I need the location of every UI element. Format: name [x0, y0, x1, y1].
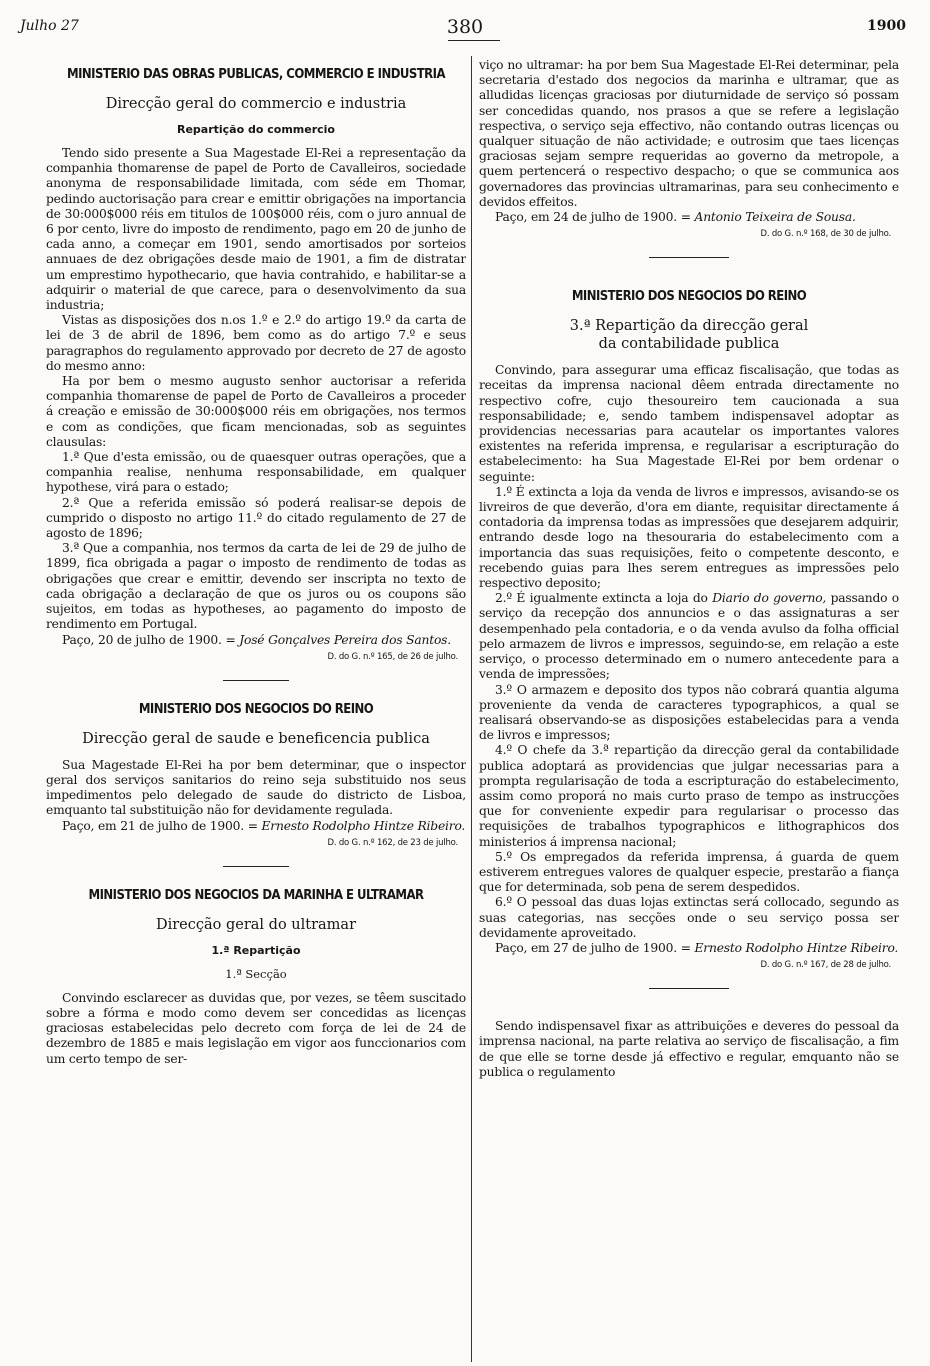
paragraph: Convindo esclarecer as duvidas que, por vezes, se têem suscitado sobre a fórma e modo como devem ser concedidas as licenças graciosas estabelecidas pelo decreto com força de lei de 24 de dezembro de 1885 e mais legislação em vigor aos funccionarios com um certo tempo de ser-: [46, 990, 466, 1066]
direction-heading-line1: 3.ª Repartição da direcção geral: [569, 318, 809, 335]
section-reino-contabilidade: [479, 288, 899, 989]
section-marinha-continuation: [479, 58, 899, 258]
clause: 5.º Os empregados da referida imprensa, á guarda de quem estiverem entregues valores de qualquer especie, prestarão a fiança que for determinada, sob pena de serem despedidos.: [479, 849, 899, 895]
paragraph: Sua Magestade El-Rei ha por bem determinar, que o inspector geral dos serviços sanitarios do reino seja substituido nos seus impedimentos pelo delegado de saude do districto de Lisboa, emquanto tal substituição não for devidamente regulada.: [46, 757, 466, 818]
paragraph: Convindo, para assegurar uma efficaz fiscalisação, que todas as receitas da imprensa nacional dêem entrada directamente no respectivo cofre, cujo thesoureiro tem caucionada a sua responsabilidade; e, sendo tambem indispensavel adoptar as providencias necessarias para acautelar os importantes valores existentes na referida imprensa, e regularisar a escripturação do estabelecimento: ha Sua Magestade El-Rei por bem ordenar o seguinte:: [479, 363, 899, 484]
section-reino-saude: [46, 701, 466, 867]
clause-text: 2.º É igualmente extincta a loja do: [495, 591, 708, 606]
direction-heading-line2: da contabilidade publica: [598, 336, 780, 353]
section-marinha-ultramar: [46, 887, 466, 1067]
paragraph: viço no ultramar: ha por bem Sua Magestade El-Rei determinar, pela secretaria d'estado dos negocios da marinha e ultramar, que as alludidas licenças graciosas por diuturnidade de serviço só possam ser concedidas quando, nos prasos a que se refere a legislação respectiva, o serviço seja effectivo, não contando outras licenças ou qualquer situação de não actividade; e outrosim que taes licenças graciosas sejam sempre requeridas ao governo da metropole, a quem pertencerá o respectivo despacho; o que se communica aos governadores das provincias ultramarinas, para seu conhecimento e devidos effeitos.: [479, 58, 899, 209]
section-heading: 1.ª Secção: [225, 966, 287, 981]
paragraph: Sendo indispensavel fixar as attribuições e deveres do pessoal da imprensa nacional, na parte relativa ao serviço de fiscalisação, a fim de que elle se torne desde já effectivo e regular, emquanto não se publica o regulamento: [479, 1019, 899, 1079]
clause: 1.ª Que d'esta emissão, ou de quaesquer outras operações, que a companhia realise, nenhuma responsabilidade, em qualquer hypothese, virá para o estado;: [46, 450, 466, 495]
ministry-heading: MINISTERIO DOS NEGOCIOS DO REINO: [571, 289, 807, 305]
source-reference: D. do G. n.º 165, de 26 de julho.: [327, 651, 458, 662]
section-separator: [649, 257, 729, 258]
direction-heading: Direcção geral de saude e beneficencia publica: [82, 730, 430, 747]
direction-heading: Direcção geral do ultramar: [155, 916, 356, 933]
left-column: [46, 58, 466, 1358]
section-separator: [223, 866, 289, 867]
section-imprensa-nacional: [479, 1019, 899, 1080]
paragraph: Vistas as disposições dos n.os 1.º e 2.º do artigo 19.º da carta de lei de 3 de abril de 1896, bem como as do artigo 7.º e seus paragraphos do regulamento approvado por decreto de 27 de agosto do mesmo anno:: [46, 313, 466, 373]
closing-date: Paço, em 21 de julho de 1900. =: [62, 818, 258, 833]
closing-date: Paço, 20 de julho de 1900. =: [62, 632, 236, 647]
page-number: 380: [446, 16, 484, 38]
ministry-heading: MINISTERIO DAS OBRAS PUBLICAS, COMMERCIO E INDUSTRIA: [67, 67, 445, 82]
closing-line: [479, 210, 899, 225]
ministry-heading: MINISTERIO DOS NEGOCIOS DA MARINHA E ULTRAMAR: [88, 887, 424, 903]
source-reference: D. do G. n.º 168, de 30 de julho.: [760, 229, 891, 240]
clause: 3.º O armazem e deposito dos typos não cobrará quantia alguma proveniente da venda de caracteres typographicos, a qual se realisará observando-se as disposições estabelecidas para a venda de livros e impressos;: [479, 682, 899, 743]
page-header: [0, 0, 930, 46]
header-year: 1900: [867, 18, 906, 34]
signature: Ernesto Rodolpho Hintze Ribeiro.: [261, 818, 466, 833]
closing-date: Paço, em 27 de julho de 1900. =: [495, 940, 691, 955]
column-divider: [471, 56, 472, 1362]
publication-title: Diario do governo,: [712, 591, 827, 606]
clause: 3.ª Que a companhia, nos termos da carta de lei de 29 de julho de 1899, fica obrigada a pagar o imposto de rendimento de todas as obrigações que crear e emittir, devendo ser inscripta no texto de cada obrigação a declaração de que os juros ou os coupons são sujeitos, em todas as hypotheses, ao pagamento do imposto de rendimento em Portugal.: [46, 541, 466, 632]
signature: José Gonçalves Pereira dos Santos.: [239, 632, 451, 647]
closing-line: [479, 941, 899, 956]
clause: 4.º O chefe da 3.ª repartição da direcção geral da contabilidade publica adoptará as providencias que julgar necessarias para a prompta regularisação de toda a escripturação do estabelecimento, assim como proporá no mais curto praso de tempo as instrucções que for conveniente expedir para regularisar o processo das requisições de trabalhos typographicos e lithographicos dos ministerios á imprensa nacional;: [479, 743, 899, 849]
closing-line: [46, 633, 466, 648]
clause: 2.ª Que a referida emissão só poderá realisar-se depois de cumprido o disposto no artigo 11.º do citado regulamento de 27 de agosto de 1896;: [46, 495, 466, 541]
signature: Antonio Teixeira de Sousa.: [694, 210, 856, 225]
section-separator: [223, 680, 289, 681]
source-reference: D. do G. n.º 162, de 23 de julho.: [327, 837, 458, 848]
paragraph: Ha por bem o mesmo augusto senhor auctorisar a referida companhia thomarense de papel de Porto de Cavalleiros a proceder á creação e emissão de 30:000$000 réis em obrigações, nos termos e com as condições, que ficam mencionadas, sob as seguintes clausulas:: [46, 374, 466, 449]
closing-date: Paço, em 24 de julho de 1900. =: [495, 210, 691, 225]
right-column: [479, 58, 899, 1358]
clause: 6.º O pessoal das duas lojas extinctas será collocado, segundo as suas categorias, nas secções onde o seu serviço possa ser devidamente aproveitado.: [479, 895, 899, 940]
section-separator: [649, 988, 729, 989]
header-underline: [448, 40, 500, 41]
section-obras-publicas: [46, 66, 466, 681]
source-reference: D. do G. n.º 167, de 28 de julho.: [760, 960, 891, 971]
header-date: Julho 27: [20, 18, 79, 34]
signature: Ernesto Rodolpho Hintze Ribeiro.: [694, 940, 899, 955]
clause-text: passando o serviço da recepção dos annuncios e o das assignaturas a ser desempenhado pela contadoria, e o da venda avulso da folha official pelo armazem de livros e impressos, seguindo-se, em relação a este serviço, o processo determinado em o numero antecedente para a venda de impressões;: [479, 591, 899, 682]
clause: [479, 591, 899, 682]
department-heading: 1.ª Repartição: [211, 943, 301, 957]
clause: 1.º É extincta a loja da venda de livros e impressos, avisando-se os livreiros de que deverão, d'ora em diante, requisitar directamente á contadoria da imprensa todas as impressões que desejarem adquirir, entrando desde logo na thesouraria do estabelecimento com a importancia das suas requisições, feito o competente desconto, e recebendo guias para lhes serem entregues as impressões pelo respectivo deposito;: [479, 484, 899, 591]
direction-heading: Direcção geral do commercio e industria: [105, 96, 407, 112]
department-heading: Repartição do commercio: [176, 123, 335, 136]
paragraph: Tendo sido presente a Sua Magestade El-Rei a representação da companhia thomarense de papel de Porto de Cavalleiros, sociedade anonyma de responsabilidade limitada, com séde em Thomar, pedindo auctorisação para crear e emittir obrigações na importancia de 30:000$000 réis em titulos de 100$000 réis, com o juro annual de 6 por cento, livre do imposto de rendimento, pago em 20 de junho de cada anno, a começar em 1901, sendo amortisados por sorteios annuaes de dez obrigações desde maio de 1901, a fim de distratar um emprestimo hypothecario, que havia contrahido, e habilitar-se a adquirir o material de que carece, para o desenvolvimento da sua industria;: [46, 146, 466, 313]
ministry-heading: MINISTERIO DOS NEGOCIOS DO REINO: [138, 701, 374, 717]
closing-line: [46, 819, 466, 834]
